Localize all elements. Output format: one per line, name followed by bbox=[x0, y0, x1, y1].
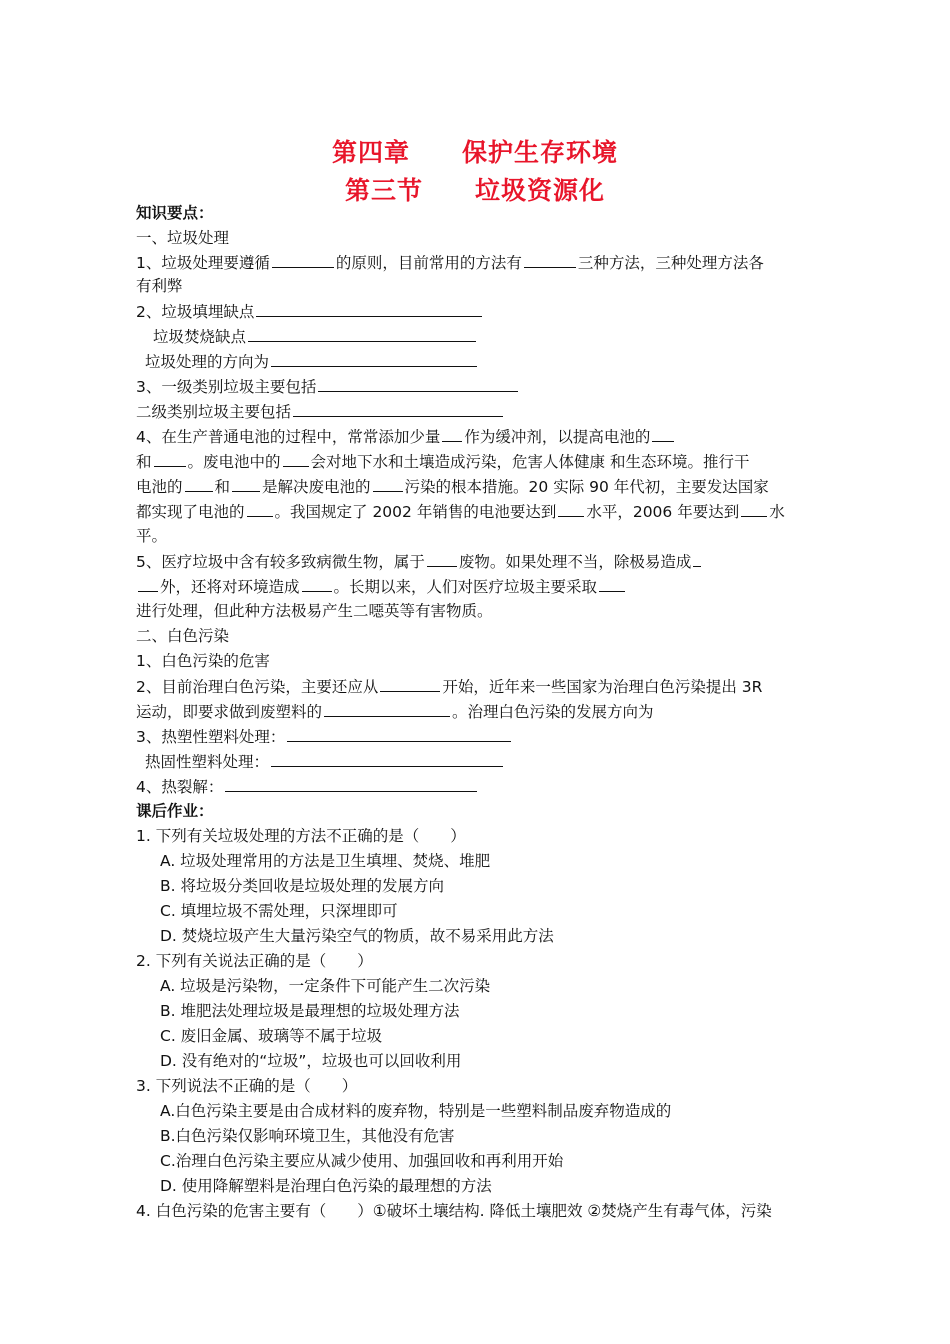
fill-blank[interactable] bbox=[693, 551, 701, 567]
homework-heading: 课后作业： bbox=[136, 802, 214, 820]
fill-blank[interactable] bbox=[599, 576, 625, 592]
knowledge-heading: 知识要点： bbox=[136, 204, 214, 222]
question-line bbox=[136, 726, 513, 747]
question-line bbox=[136, 576, 627, 597]
text-segment: 2、垃圾填埋缺点 bbox=[136, 303, 255, 321]
text-segment: 3、一级类别垃圾主要包括 bbox=[136, 378, 317, 396]
fill-blank[interactable] bbox=[283, 451, 309, 467]
fill-blank[interactable] bbox=[373, 476, 403, 492]
hw-question-stem: 1. 下列有关垃圾处理的方法不正确的是（ ） bbox=[136, 827, 466, 845]
text-segment: 水平，2006 年要达到 bbox=[586, 503, 740, 521]
text-segment: 外，还将对环境造成 bbox=[160, 578, 300, 596]
fill-blank[interactable] bbox=[247, 501, 273, 517]
text-segment: 。长期以来，人们对医疗垃圾主要采取 bbox=[333, 578, 598, 596]
fill-blank[interactable] bbox=[256, 301, 482, 317]
text-segment: 电池的 bbox=[136, 478, 183, 496]
text-segment: 作为缓冲剂，以提高电池的 bbox=[464, 428, 651, 446]
fill-blank[interactable] bbox=[271, 351, 477, 367]
hw-option[interactable]: A. 垃圾是污染物，一定条件下可能产生二次污染 bbox=[160, 977, 491, 995]
question-line: 有利弊 bbox=[136, 277, 183, 295]
fill-blank[interactable] bbox=[558, 501, 584, 517]
text-segment: 热固性塑料处理： bbox=[145, 753, 270, 771]
fill-blank[interactable] bbox=[185, 476, 213, 492]
question-line bbox=[153, 326, 478, 347]
text-segment: 1、垃圾处理要遵循 bbox=[136, 254, 270, 272]
fill-blank[interactable] bbox=[380, 676, 440, 692]
fill-blank[interactable] bbox=[318, 376, 518, 392]
text-segment: 开始，近年来一些国家为治理白色污染提出 3R bbox=[442, 678, 763, 696]
question-line bbox=[136, 426, 676, 447]
text-segment: 二级类别垃圾主要包括 bbox=[136, 403, 292, 421]
fill-blank[interactable] bbox=[652, 426, 674, 442]
text-segment: 运动，即要求做到废塑料的 bbox=[136, 703, 323, 721]
fill-blank[interactable] bbox=[741, 501, 767, 517]
text-segment: 和 bbox=[214, 478, 231, 496]
fill-blank[interactable] bbox=[324, 701, 450, 717]
part2-heading: 二、白色污染 bbox=[136, 627, 230, 645]
text-segment: 污染的根本措施。20 实际 90 年代初，主要发达国家 bbox=[404, 478, 769, 496]
text-segment: 会对地下水和土壤造成污染，危害人体健康 和生态环境。推行干 bbox=[310, 453, 750, 471]
text-segment: 。治理白色污染的发展方向为 bbox=[452, 703, 654, 721]
question-line bbox=[136, 776, 479, 797]
text-segment: 。我国规定了 2002 年销售的电池要达到 bbox=[274, 503, 557, 521]
text-segment: 垃圾处理的方向为 bbox=[145, 353, 270, 371]
section-title: 第三节 垃圾资源化 bbox=[344, 176, 605, 205]
question-line bbox=[136, 252, 764, 273]
hw-option[interactable]: A.白色污染主要是由合成材料的废弃物，特别是一些塑料制品废弃物造成的 bbox=[160, 1102, 672, 1120]
question-line bbox=[145, 751, 505, 772]
hw-option[interactable]: B. 堆肥法处理垃圾是最理想的垃圾处理方法 bbox=[160, 1002, 460, 1020]
text-segment: 2、目前治理白色污染，主要还应从 bbox=[136, 678, 379, 696]
fill-blank[interactable] bbox=[232, 476, 260, 492]
question-line bbox=[145, 351, 479, 372]
text-segment: 。废电池中的 bbox=[187, 453, 281, 471]
text-segment: 4、热裂解： bbox=[136, 778, 224, 796]
question-line bbox=[136, 551, 703, 572]
question-line bbox=[136, 401, 505, 422]
fill-blank[interactable] bbox=[138, 576, 158, 592]
fill-blank[interactable] bbox=[272, 252, 334, 268]
text-segment: 3、热塑性塑料处理： bbox=[136, 728, 286, 746]
question-line bbox=[136, 301, 484, 322]
question-line bbox=[136, 676, 762, 697]
hw-option[interactable]: C.治理白色污染主要应从减少使用、加强回收和再利用开始 bbox=[160, 1152, 564, 1170]
question-line bbox=[136, 451, 749, 472]
fill-blank[interactable] bbox=[302, 576, 332, 592]
hw-option[interactable]: D. 使用降解塑料是治理白色污染的最理想的方法 bbox=[160, 1177, 492, 1195]
hw-question-stem: 2. 下列有关说法正确的是（ ） bbox=[136, 952, 373, 970]
question-line bbox=[136, 501, 785, 522]
text-segment: 水 bbox=[769, 503, 785, 521]
text-segment: 的原则，目前常用的方法有 bbox=[335, 254, 522, 272]
text-segment: 和 bbox=[136, 453, 152, 471]
hw-option[interactable]: A. 垃圾处理常用的方法是卫生填埋、焚烧、堆肥 bbox=[160, 852, 491, 870]
hw-option[interactable]: B. 将垃圾分类回收是垃圾处理的发展方向 bbox=[160, 877, 444, 895]
fill-blank[interactable] bbox=[271, 751, 503, 767]
question-line: 进行处理，但此种方法极易产生二噁英等有害物质。 bbox=[136, 602, 493, 620]
text-segment: 垃圾焚烧缺点 bbox=[153, 328, 247, 346]
question-line bbox=[136, 701, 654, 722]
text-segment: 都实现了电池的 bbox=[136, 503, 245, 521]
fill-blank[interactable] bbox=[427, 551, 457, 567]
fill-blank[interactable] bbox=[524, 252, 576, 268]
fill-blank[interactable] bbox=[248, 326, 476, 342]
question-line bbox=[136, 376, 520, 397]
fill-blank[interactable] bbox=[442, 426, 462, 442]
hw-question-stem: 3. 下列说法不正确的是（ ） bbox=[136, 1077, 358, 1095]
hw-option[interactable]: C. 废旧金属、玻璃等不属于垃圾 bbox=[160, 1027, 383, 1045]
part1-heading: 一、垃圾处理 bbox=[136, 229, 230, 247]
hw-option[interactable]: D. 没有绝对的“垃圾”，垃圾也可以回收利用 bbox=[160, 1052, 462, 1070]
chapter-title: 第四章 保护生存环境 bbox=[331, 138, 618, 167]
question-line bbox=[136, 476, 769, 497]
text-segment: 废物。如果处理不当，除极易造成 bbox=[458, 553, 692, 571]
fill-blank[interactable] bbox=[287, 726, 511, 742]
question-line: 1、白色污染的危害 bbox=[136, 652, 270, 670]
text-segment: 三种方法，三种处理方法各 bbox=[577, 254, 764, 272]
fill-blank[interactable] bbox=[293, 401, 503, 417]
text-segment: 是解决废电池的 bbox=[262, 478, 371, 496]
text-segment: 4、在生产普通电池的过程中，常常添加少量 bbox=[136, 428, 441, 446]
fill-blank[interactable] bbox=[225, 776, 477, 792]
hw-option[interactable]: B.白色污染仅影响环境卫生，其他没有危害 bbox=[160, 1127, 455, 1145]
question-line: 平。 bbox=[136, 527, 168, 545]
text-segment: 5、医疗垃圾中含有较多致病微生物，属于 bbox=[136, 553, 425, 571]
hw-option[interactable]: C. 填埋垃圾不需处理，只深埋即可 bbox=[160, 902, 398, 920]
fill-blank[interactable] bbox=[154, 451, 186, 467]
hw-option[interactable]: D. 焚烧垃圾产生大量污染空气的物质，故不易采用此方法 bbox=[160, 927, 554, 945]
hw-question-stem: 4. 白色污染的危害主要有（ ）①破坏土壤结构. 降低土壤肥效 ②焚烧产生有毒气体，污染 bbox=[136, 1202, 772, 1220]
